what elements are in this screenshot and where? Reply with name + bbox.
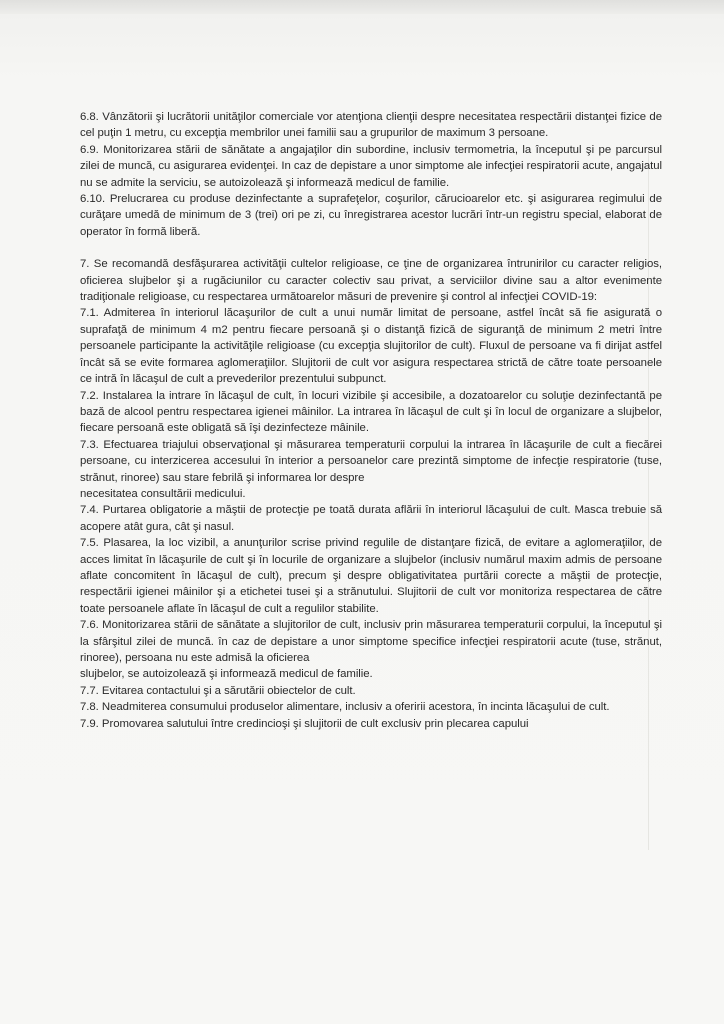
paragraph-7-9: 7.9. Promovarea salutului între credincioşi şi slujitorii de cult exclusiv prin plecarea capului (80, 717, 529, 730)
paragraph-7-7: 7.7. Evitarea contactului şi a sărutării obiectelor de cult. (80, 684, 356, 697)
paragraph-7-6-cont: slujbelor, se autoizolează şi informează medicul de familie. (80, 668, 373, 681)
paragraph-7: 7. Se recomandă desfăşurarea activităţii cultelor religioase, ce ţine de organizarea întrunirilor cu caracter religios, oficierea slujbelor şi a rugăciunilor cu caracter colectiv sau privat, a serviciilor divine sau a altor evenimente tradiţionale religioase, cu respectarea următoarelor măsuri de prevenire şi control al infecţiei COVID-19: (80, 258, 662, 304)
paragraph-7-3: 7.3. Efectuarea triajului observaţional şi măsurarea temperaturii corpului la intrarea în lăcaşurile de cult a fiecărei persoane, cu interzicerea accesului în interior a persoanelor care prezintă simptome de infecţie respiratorie (tuse, strănut, rinoree) sau stare febrilă şi informarea lor despre (80, 438, 662, 484)
paragraph-7-5: 7.5. Plasarea, la loc vizibil, a anunţurilor scrise privind regulile de distanţare fizică, de evitare a aglomeraţiilor, de acces limitat în lăcaşurile de cult şi în locurile de organizare a slujbelor (inclusiv numărul maxim admis de persoane aflate concomitent în lăcaşul de cult), precum şi despre obligativitatea purtării corecte a măştii de protecţie, respectării igienei mâinilor şi a etichetei tusei şi a strănutului. Slujitorii de cult vor monitoriza respectarea de către toate persoanele aflate în lăcaşul de cult a regulilor stabilite. (80, 537, 662, 615)
paragraph-7-8: 7.8. Neadmiterea consumului produselor alimentare, inclusiv a oferirii acestora, în incinta lăcaşului de cult. (80, 701, 610, 714)
paragraph-7-4: 7.4. Purtarea obligatorie a măştii de protecţie pe toată durata aflării în interiorul lăcaşului de cult. Masca trebuie să acopere atât gura, cât şi nasul. (80, 504, 662, 533)
paragraph-7-1: 7.1. Admiterea în interiorul lăcaşurilor de cult a unui număr limitat de persoane, astfel încât să fie asigurată o suprafaţă de minimum 4 m2 pentru fiecare persoană şi o distanţă fizică de siguranţă de minimum 2 metri între persoanele participante la activităţile religioase (cu excepţia slujitorilor de cult). Fluxul de persoane va fi dirijat astfel încât să se evite formarea aglomeraţiilor. Slujitorii de cult vor asigura respectarea strictă de către toate persoanele ce intră în lăcaşul de cult a prevederilor prezentului subpunct. (80, 307, 662, 386)
document-body (80, 109, 662, 732)
paragraph-6-8: 6.8. Vânzătorii şi lucrătorii unităţilor comerciale vor atenţiona clienţii despre necesitatea respectării distanţei fizice de cel puţin 1 metru, cu excepţia membrilor unei familii sau a grupurilor de maximum 3 persoane. (80, 111, 662, 140)
scan-top-edge (0, 0, 724, 14)
paragraph-6-10: 6.10. Prelucrarea cu produse dezinfectante a suprafeţelor, coşurilor, cărucioarelor etc. şi asigurarea regimului de curăţare umedă de minimum de 3 (trei) ori pe zi, cu înregistrarea acestor lucrări într-un registru special, elaborat de operator în formă liberă. (80, 193, 662, 238)
paragraph-6-9: 6.9. Monitorizarea stării de sănătate a angajaţilor din subordine, inclusiv termometria, la începutul şi pe parcursul zilei de muncă, cu asigurarea evidenţei. In caz de depistare a unor simptome ale infecţiei respiratorii acute, angajatul nu se admite la serviciu, se autoizolează şi informează medicul de familie. (80, 143, 662, 189)
paragraph-7-3-cont: necesitatea consultării medicului. (80, 487, 246, 500)
paragraph-7-6: 7.6. Monitorizarea stării de sănătate a slujitorilor de cult, inclusiv prin măsurarea temperaturii corpului, la începutul şi la sfârşitul zilei de muncă. în caz de depistare a unor simptome specifice infecţiei respiratorii acute (tuse, strănut, rinoree), persoana nu este admisă la oficierea (80, 619, 662, 664)
paragraph-gap (80, 240, 662, 256)
paragraph-7-2: 7.2. Instalarea la intrare în lăcaşul de cult, în locuri vizibile şi accesibile, a dozatoarelor cu soluţie dezinfectantă pe bază de alcool pentru respectarea igienei mâinilor. La intrarea în lăcaşul de cult şi în locul de organizare a slujbelor, fiecare persoană este obligată să îşi dezinfecteze mâinile. (80, 389, 662, 435)
